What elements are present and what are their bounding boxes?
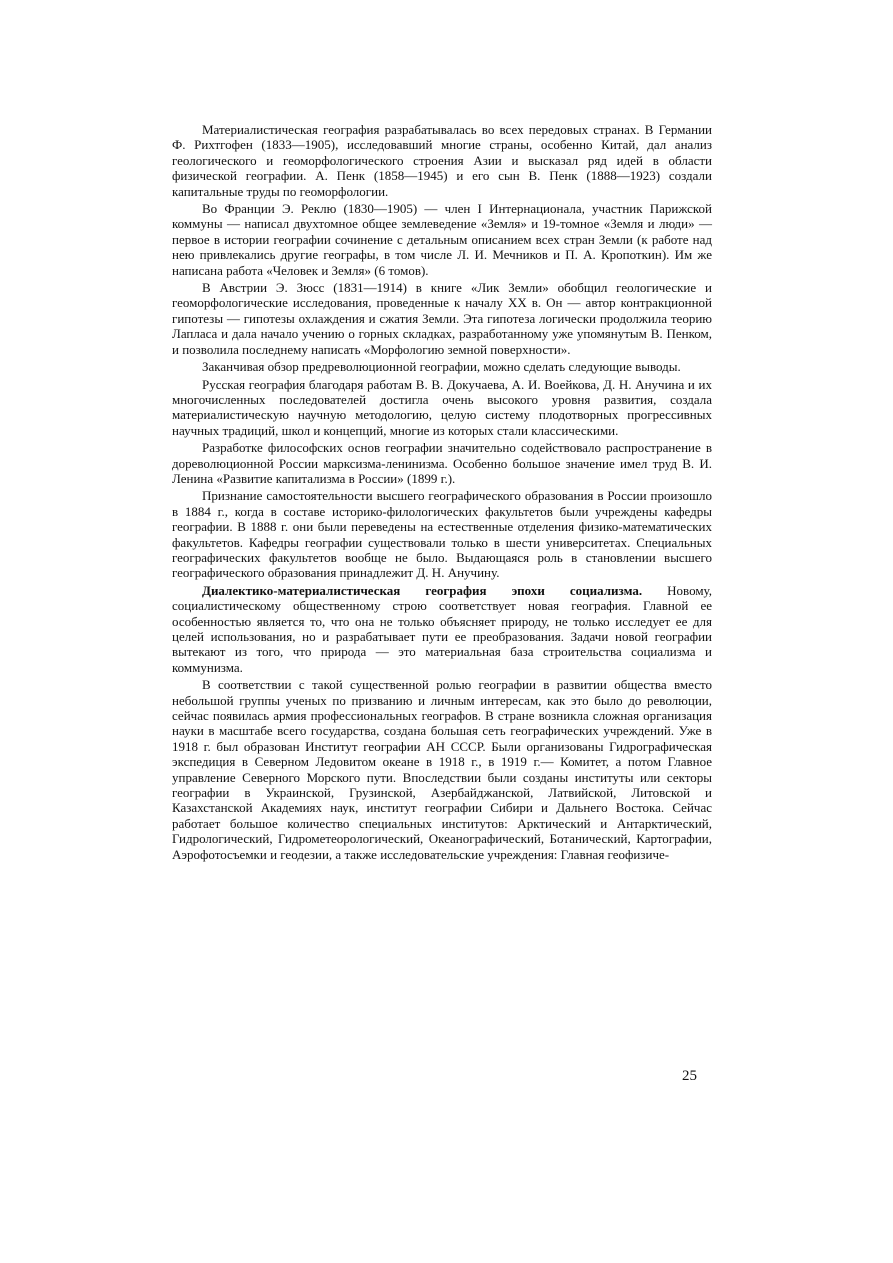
paragraph-france-reclus: Во Франции Э. Реклю (1830—1905) — член I Интернационала, участник Парижской коммуны — написал двухтомное общее землеведение «Земля» и 19-томное «Земля и люди» — первое в истории географии сочинение с детальным описанием всех стран Земли (к работе над нею привлекались другие географы, в том числе Л. И. Мечников и П. А. Кропоткин). Им же написана работа «Человек и Земля» (6 томов). (172, 201, 712, 278)
paragraph-conclusions-intro: Заканчивая обзор предреволюционной географии, можно сделать следующие выводы. (202, 359, 681, 375)
paragraph-philosophical-foundations: Разработке философских основ географии значительно содействовало распространение в дореволюционной России марксизма-ленинизма. Особенно большое значение имел труд В. И. Ленина «Развитие капитализма в России» (1899 г.). (172, 440, 712, 486)
page-body (172, 122, 712, 864)
page-number: 25 (682, 1068, 697, 1084)
section-text: Новому, социалистическому общественному строю соответствует новая география. Главной ее особенностью является то, что она не только объясняет природу, не только исследует ее для целей использования, но и разрабатывает пути ее преобразования. Задачи новой географии вытекают из того, что природа — это материальная база строительства социализма и коммунизма. (172, 582, 712, 675)
paragraph-materialist-geography: Материалистическая география разрабатывалась во всех передовых странах. В Германии Ф. Рихтгофен (1833—1905), исследовавший многие страны, особенно Китай, дал анализ геологического и геоморфологического строения Азии и высказал ряд идей в области физической географии. А. Пенк (1858—1945) и его сын В. Пенк (1888—1923) создали капитальные труды по геоморфологии. (172, 122, 712, 199)
paragraph-socialist-geography (172, 583, 712, 675)
paragraph-higher-education: Признание самостоятельности высшего географического образования в России произошло в 1884 г., когда в составе историко-филологических факультетов были учреждены кафедры географии. В 1888 г. они были переведены на естественные отделения физико-математических факультетов. Кафедры географии существовали только в шести университетах. Специальных географических факультетов вообще не было. Выдающаяся роль в становлении высшего географического образования принадлежит Д. Н. Анучину. (172, 488, 712, 581)
section-heading: Диалектико-материалистическая география эпохи социализма. (202, 582, 643, 598)
paragraph-institutions: В соответствии с такой существенной ролью географии в развитии общества вместо небольшой группы ученых по призванию и личным интересам, как это было до революции, сейчас появилась армия профессиональных географов. В стране возникла сложная организация науки в масштабе всего государства, создана большая сеть географических учреждений. Уже в 1918 г. был образован Институт географии АН СССР. Были организованы Гидрографическая экспедиция в Северном Ледовитом океане в 1918 г., в 1919 г.— Комитет, а потом Главное управление Северного Морского пути. Впоследствии были созданы институты или секторы географии в Украинской, Грузинской, Азербайджанской, Латвийской, Литовской и Казахстанской Академиях наук, институт географии Сибири и Дальнего Востока. Сейчас работает большое количество специальных институтов: Арктический и Антарктический, Гидрологический, Гидрометеорологический, Океанографический, Ботанический, Картографии, Аэрофотосъемки и геодезии, а также исследовательские учреждения: Главная геофизиче- (172, 677, 712, 862)
paragraph-russian-geography: Русская география благодаря работам В. В. Докучаева, А. И. Воейкова, Д. Н. Анучина и их многочисленных последователей достигла очень высокого уровня развития, создала материалистическую научную методологию, целую систему плодотворных прогрессивных научных традиций, школ и концепций, многие из которых стали классическими. (172, 376, 712, 438)
paragraph-austria-suess: В Австрии Э. Зюсс (1831—1914) в книге «Лик Земли» обобщил геологические и геоморфологические исследования, проведенные к началу XX в. Он — автор контракционной гипотезы — гипотезы охлаждения и сжатия Земли. Эта гипотеза логически продолжила теорию Лапласа и дала начало учению о горных складках, разработанному уже упомянутым В. Пенком, и позволила последнему написать «Морфологию земной поверхности». (172, 280, 712, 357)
